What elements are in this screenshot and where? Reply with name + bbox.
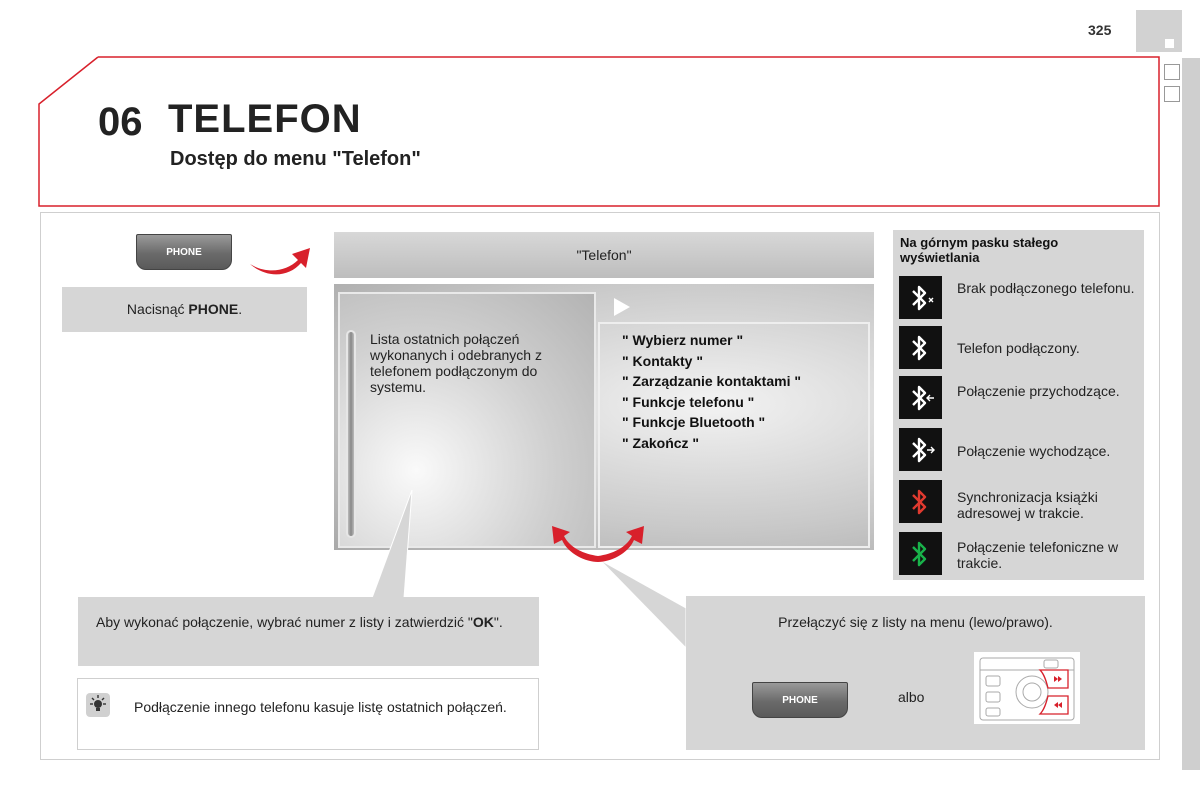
- bluetooth-incoming-icon: [899, 376, 942, 419]
- callout-pointer: [360, 488, 430, 600]
- menu-item-exit[interactable]: " Zakończ ": [622, 434, 700, 451]
- switch-arrows-icon: [546, 522, 650, 566]
- menu-item-manage-contacts[interactable]: " Zarządzanie kontaktami ": [622, 373, 801, 389]
- bluetooth-icon: [899, 326, 942, 369]
- menu-item-phone-functions[interactable]: " Funkcje telefonu ": [622, 393, 755, 410]
- switch-text: Przełączyć się z listy na menu (lewo/prawo).: [778, 614, 1053, 630]
- chapter-tab: [1136, 10, 1182, 52]
- bluetooth-outgoing-icon: [899, 428, 942, 471]
- chapter-tab-box: [1164, 64, 1180, 80]
- recent-calls-description: Lista ostatnich połączeń wykonanych i odebranych z telefonem podłączonym do systemu.: [370, 331, 542, 395]
- page-title: TELEFON: [168, 97, 362, 141]
- note-text: Podłączenie innego telefonu kasuje listę ostatnich połączeń.: [134, 699, 507, 715]
- bluetooth-call-icon: [899, 532, 942, 575]
- status-panel-title: Na górnym pasku stałego wyświetlania: [900, 235, 1059, 265]
- call-instruction-prefix: Aby wykonać połączenie, wybrać numer z listy i zatwierdzić ": [96, 614, 473, 630]
- page-subtitle: Dostęp do menu "Telefon": [170, 148, 421, 170]
- call-instruction-key: OK: [472, 614, 494, 630]
- phone-menu: [622, 330, 862, 453]
- status-text-incoming: Połączenie przychodzące.: [957, 383, 1120, 399]
- status-text-connected: Telefon podłączony.: [957, 340, 1080, 356]
- chapter-number: 06: [98, 100, 143, 144]
- status-text-sync: Synchronizacja książki adresowej w trakcie.: [957, 489, 1098, 521]
- menu-item-bluetooth-functions[interactable]: " Funkcje Bluetooth ": [622, 414, 766, 430]
- call-instruction-suffix: ".: [493, 614, 503, 630]
- press-phone-key: PHONE: [188, 301, 239, 317]
- list-scrollbar[interactable]: [346, 330, 356, 538]
- chapter-tab-box: [1164, 86, 1180, 102]
- press-phone-box: [62, 287, 307, 332]
- press-phone-suffix: .: [238, 301, 243, 317]
- press-phone-prefix: Nacisnąć: [126, 301, 189, 317]
- status-text-disconnected: Brak podłączonego telefonu.: [957, 280, 1135, 296]
- page-side-bar: [1182, 58, 1200, 770]
- call-instruction-box: [78, 597, 539, 666]
- bluetooth-disconnected-icon: [899, 276, 942, 319]
- control-panel-icon[interactable]: [974, 652, 1080, 724]
- lamp-icon: [86, 693, 110, 717]
- callout-pointer-right: [596, 556, 692, 650]
- phone-button-switch[interactable]: PHONE: [752, 682, 848, 718]
- note-box: [77, 678, 539, 750]
- red-arrow-icon: [248, 242, 312, 278]
- status-text-outgoing: Połączenie wychodzące.: [957, 443, 1111, 459]
- page-number: 325: [1088, 22, 1112, 38]
- bluetooth-sync-icon: [899, 480, 942, 523]
- status-text-call: Połączenie telefoniczne w trakcie.: [957, 539, 1119, 571]
- switch-panel: [686, 596, 1145, 750]
- or-text: albo: [898, 689, 925, 705]
- screen-title: "Telefon": [576, 247, 632, 263]
- screen-title-bar: [334, 232, 874, 280]
- phone-button[interactable]: PHONE: [136, 234, 232, 270]
- menu-item-contacts[interactable]: " Kontakty ": [622, 352, 703, 369]
- play-arrow-icon[interactable]: [612, 296, 632, 318]
- menu-item-dial[interactable]: " Wybierz numer ": [622, 332, 744, 348]
